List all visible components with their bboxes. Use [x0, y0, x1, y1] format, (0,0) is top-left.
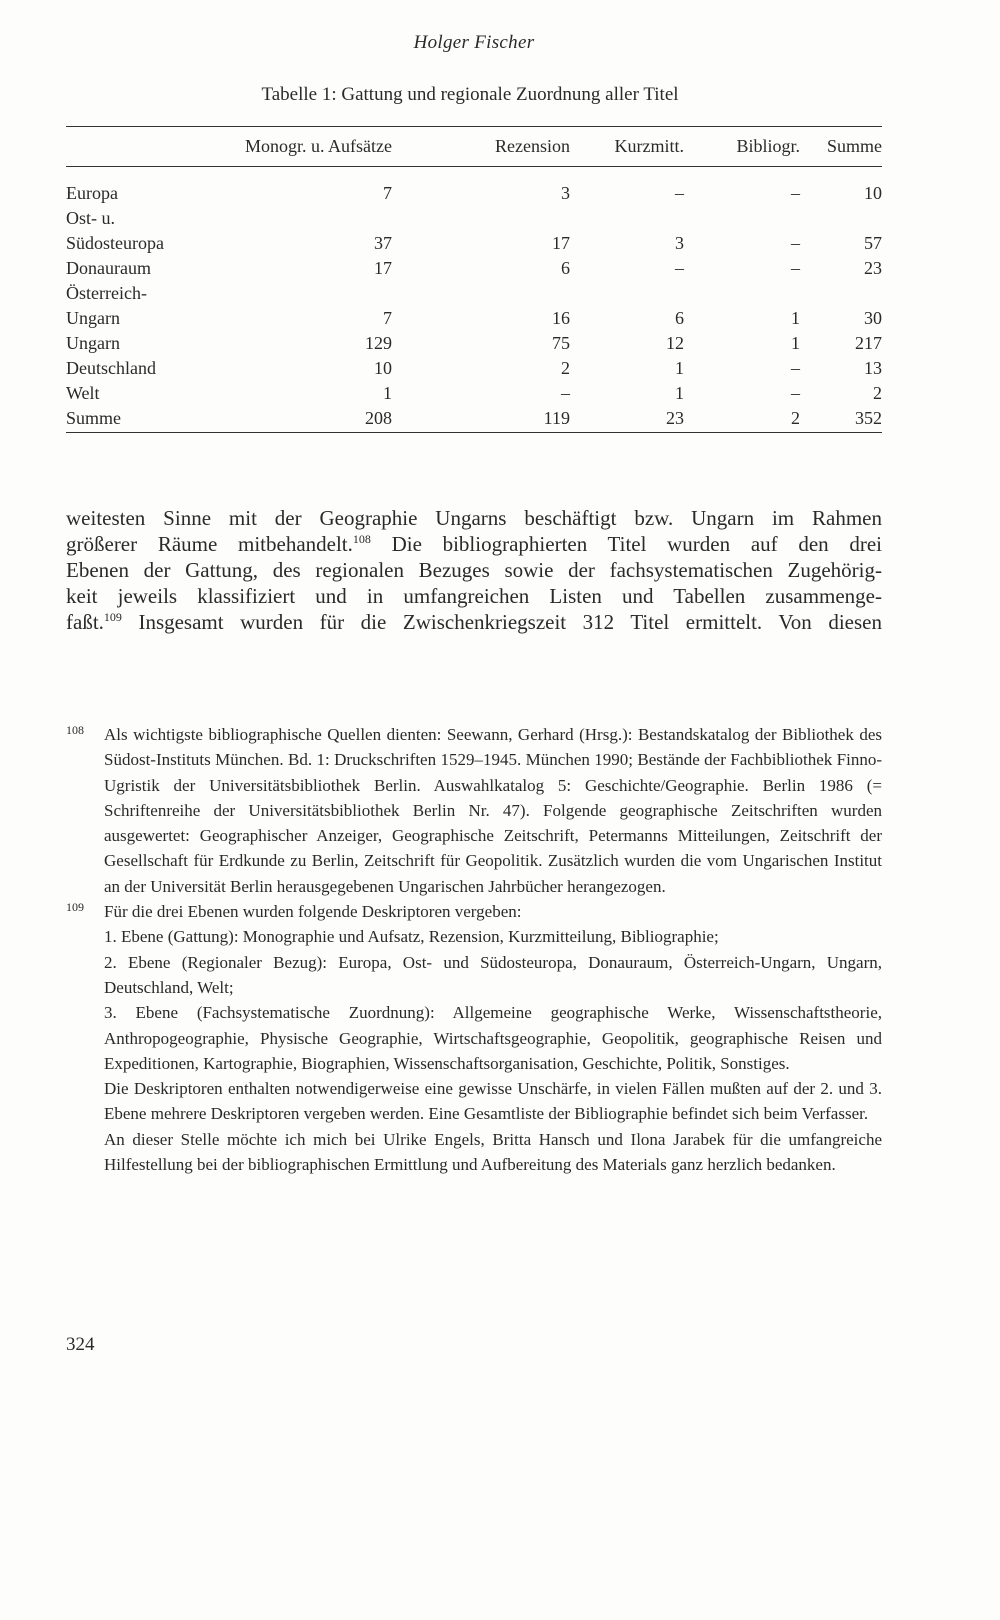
footnote-paragraph: 2. Ebene (Regionaler Bezug): Europa, Ost- und Südosteuropa, Donauraum, Österreich-Ungarn, Ungarn, Deutschland, Welt; [104, 952, 882, 997]
body-line [66, 609, 882, 635]
body-line: keit jeweils klassifiziert und in umfangreichen Listen und Tabellen zusammenge- [66, 584, 882, 608]
row-label: Österreich- [66, 283, 147, 303]
column-header: Summe [826, 136, 882, 156]
footnote-paragraph: An dieser Stelle möchte ich mich bei Ulrike Engels, Britta Hansch und Ilona Jarabek für die umfangreiche Hilfestellung bei der bibliographischen Ermittlung und Aufbereitung des Materials ganz herzlich bedanken. [104, 1129, 882, 1175]
table-cell: 17 [374, 258, 392, 278]
table-cell: 12 [666, 333, 684, 353]
footnote-number: 108 [66, 723, 84, 737]
table-cell: – [791, 183, 800, 203]
table-row [66, 281, 882, 306]
row-label: Südosteuropa [66, 233, 164, 253]
column-header [66, 134, 236, 159]
table-cell: 2 [561, 358, 570, 378]
body-line [66, 531, 882, 557]
row-label: Summe [66, 408, 122, 428]
table-cell: 75 [552, 333, 570, 353]
table-cell: 6 [675, 308, 684, 328]
table-cell: – [791, 358, 800, 378]
table-cell: 13 [864, 358, 882, 378]
column-header: Rezension [495, 136, 570, 156]
table-cell: – [791, 383, 800, 403]
table-cell [570, 206, 684, 231]
table-row [66, 331, 882, 356]
table-cell: 1 [791, 308, 800, 328]
table-cell: 6 [561, 258, 570, 278]
table-cell: 17 [552, 233, 570, 253]
table-cell: 16 [552, 308, 570, 328]
table-cell: 2 [791, 408, 800, 428]
row-label: Ungarn [66, 333, 120, 353]
table-cell [236, 206, 392, 231]
table-cell: 119 [543, 408, 570, 428]
running-head: Holger Fischer [413, 32, 535, 53]
table-cell [570, 281, 684, 306]
body-text-span: faßt. [66, 610, 104, 634]
row-label: Donauraum [66, 258, 151, 278]
table-cell: 7 [383, 183, 392, 203]
body-line: weitesten Sinne mit der Geographie Ungarns beschäftigt bzw. Ungarn im Rahmen [66, 506, 882, 530]
footnote-paragraph: Die Deskriptoren enthalten notwendigerweise eine gewisse Unschärfe, in vielen Fällen mußten auf der 2. und 3. Ebene mehrere Deskriptoren vergeben werden. Eine Gesamtliste der Bibliographie befindet sich beim Verfasser. [104, 1079, 882, 1124]
table-cell: 57 [864, 233, 882, 253]
table-bottom-rule [66, 432, 882, 433]
table-row [66, 406, 882, 431]
table-cell: 37 [374, 233, 392, 253]
table-row [66, 256, 882, 281]
table-cell [684, 206, 800, 231]
table-cell: 23 [864, 258, 882, 278]
table-caption: Tabelle 1: Gattung und regionale Zuordnung aller Titel [261, 84, 679, 105]
table-top-rule [66, 126, 882, 127]
column-header: Monogr. u. Aufsätze [245, 136, 392, 156]
table-cell: – [791, 233, 800, 253]
body-text-span: Insgesamt wurden für die Zwischenkriegszeit 312 Titel ermittelt. Von diesen [121, 610, 882, 634]
table-cell: 1 [383, 383, 392, 403]
table-cell: – [791, 258, 800, 278]
footnote-ref: 108 [352, 532, 371, 546]
table-header-row [66, 134, 882, 159]
table-cell: 10 [374, 358, 392, 378]
footnote [66, 722, 882, 899]
table-cell: 1 [675, 358, 684, 378]
footnote [66, 899, 882, 1177]
page-number: 324 [66, 1334, 95, 1355]
row-label: Europa [66, 183, 118, 203]
table-header [66, 134, 882, 159]
table-cell: 30 [864, 308, 882, 328]
footnote-paragraph: 3. Ebene (Fachsystematische Zuordnung): Allgemeine geographische Werke, Wissenschaftstheorie, Anthropogeographie, Physische Geographie, Wirtschaftsgeographie, Geopolitik, geographische Reisen und Expeditionen, Kartographie, Biographien, Wissenschaftsorganisation, Geschichte, Politik, Sonstiges. [104, 1003, 882, 1073]
table-cell: – [675, 258, 684, 278]
table-cell [684, 281, 800, 306]
table-cell: 1 [675, 383, 684, 403]
table-cell [800, 281, 882, 306]
table-row [66, 181, 882, 206]
row-label: Ost- u. [66, 208, 115, 228]
table-cell: – [561, 383, 570, 403]
row-label: Welt [66, 383, 100, 403]
table-cell [392, 206, 570, 231]
table-body [66, 181, 882, 431]
table-header-rule [66, 166, 882, 167]
body-line: Ebenen der Gattung, des regionalen Bezuges sowie der fachsystematischen Zugehörig- [66, 558, 882, 582]
table-cell: 129 [365, 333, 392, 353]
table-row [66, 381, 882, 406]
row-label: Ungarn [66, 308, 120, 328]
table-cell: 23 [666, 408, 684, 428]
table-cell: 3 [561, 183, 570, 203]
table-cell: 1 [791, 333, 800, 353]
table-cell: 208 [365, 408, 392, 428]
column-header: Kurzmitt. [614, 136, 684, 156]
table-cell [800, 206, 882, 231]
table-cell [392, 281, 570, 306]
table-cell [236, 281, 392, 306]
body-paragraph [66, 505, 882, 635]
table-row [66, 356, 882, 381]
table-cell: 217 [855, 333, 882, 353]
table-cell: 7 [383, 308, 392, 328]
footnote-paragraph: Für die drei Ebenen wurden folgende Deskriptoren vergeben: [104, 902, 522, 922]
table-cell: 352 [855, 408, 882, 428]
footnote-number: 109 [66, 900, 84, 915]
table-cell: – [675, 183, 684, 203]
table-cell: 10 [864, 183, 882, 203]
footnote-paragraph: 1. Ebene (Gattung): Monographie und Aufsatz, Rezension, Kurzmitteilung, Bibliographie; [104, 927, 719, 947]
table-row [66, 206, 882, 231]
body-text-span: Die bibliographierten Titel wurden auf den drei [370, 532, 882, 556]
footnote-ref: 109 [103, 610, 122, 624]
footnote-text: Als wichtigste bibliographische Quellen dienten: Seewann, Gerhard (Hrsg.): Bestandskatalog der Bibliothek des Südost-Instituts München. Bd. 1: Druckschriften 1529–1945. München 1990; Bestände der Fachbibliothek Finno-Ugristik der Universitätsbibliothek Berlin. Auswahlkatalog 5: Geschichte/Geographie. Berlin 1986 (= Schriftenreihe der Universitätsbibliothek Berlin Nr. 47). Folgende geographische Zeitschriften wurden ausgewertet: Geographischer Anzeiger, Geographische Zeitschrift, Petermanns Mitteilungen, Zeitschrift der Gesellschaft für Erdkunde zu Berlin, Zeitschrift für Geopolitik. Zusätzlich wurden die vom Ungarischen Institut an der Universität Berlin herausgegebenen Ungarischen Jahrbücher herangezogen. [104, 725, 882, 896]
table-cell: 3 [675, 233, 684, 253]
body-text-span: größerer Räume mitbehandelt. [66, 532, 353, 556]
table-cell: 2 [873, 383, 882, 403]
footnotes [66, 722, 882, 1177]
row-label: Deutschland [66, 358, 156, 378]
column-header: Bibliogr. [736, 136, 800, 156]
table-row [66, 231, 882, 256]
table-row [66, 306, 882, 331]
